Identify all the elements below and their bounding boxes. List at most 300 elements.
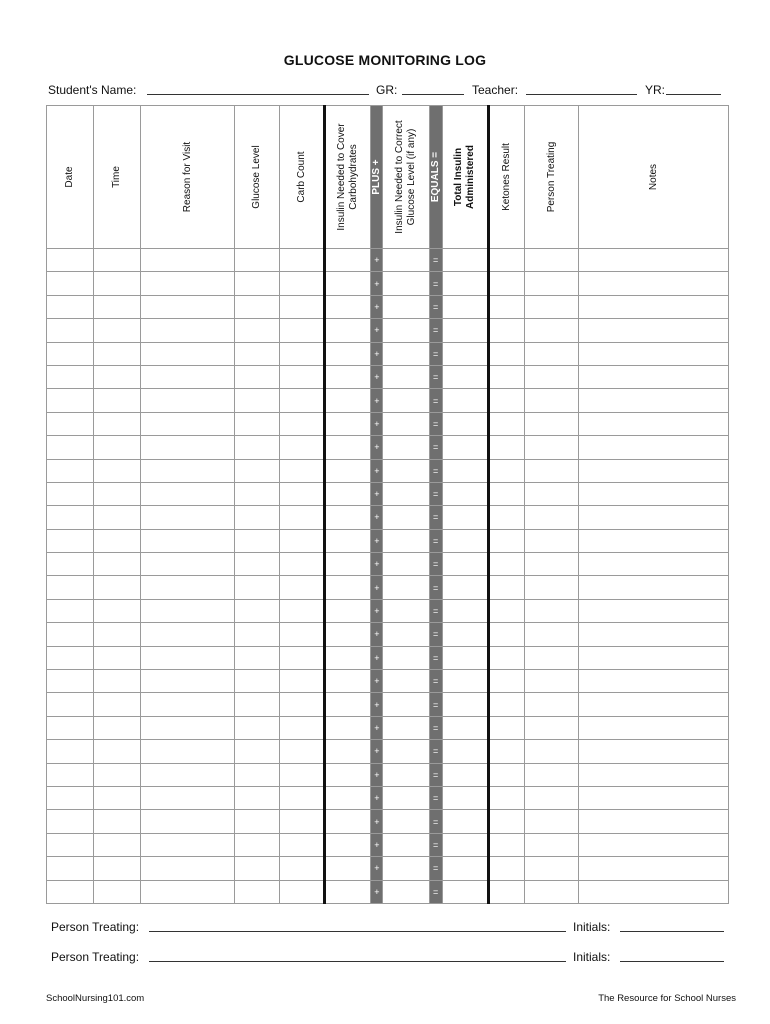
cell-carb-count[interactable]	[280, 272, 325, 295]
cell-insulin-correct[interactable]	[383, 319, 429, 342]
cell-insulin-correct[interactable]	[383, 482, 429, 505]
cell-carb-count[interactable]	[280, 482, 325, 505]
cell-insulin-correct[interactable]	[383, 506, 429, 529]
cell-ketones-result[interactable]	[488, 459, 524, 482]
cell-carb-count[interactable]	[280, 295, 325, 318]
cell-insulin-carbs[interactable]	[325, 576, 371, 599]
cell-total-insulin[interactable]	[442, 482, 488, 505]
cell-notes[interactable]	[579, 833, 729, 856]
cell-carb-count[interactable]	[280, 319, 325, 342]
cell-time[interactable]	[94, 576, 141, 599]
cell-carb-count[interactable]	[280, 599, 325, 622]
cell-total-insulin[interactable]	[442, 810, 488, 833]
cell-person-treating[interactable]	[525, 576, 579, 599]
cell-reason-for-visit[interactable]	[141, 763, 234, 786]
cell-reason-for-visit[interactable]	[141, 833, 234, 856]
cell-notes[interactable]	[579, 272, 729, 295]
cell-time[interactable]	[94, 459, 141, 482]
cell-ketones-result[interactable]	[488, 319, 524, 342]
cell-person-treating[interactable]	[525, 272, 579, 295]
cell-time[interactable]	[94, 880, 141, 903]
cell-insulin-correct[interactable]	[383, 599, 429, 622]
cell-ketones-result[interactable]	[488, 506, 524, 529]
cell-total-insulin[interactable]	[442, 412, 488, 435]
cell-carb-count[interactable]	[280, 365, 325, 388]
cell-reason-for-visit[interactable]	[141, 553, 234, 576]
cell-glucose-level[interactable]	[234, 436, 279, 459]
cell-date[interactable]	[47, 459, 94, 482]
cell-date[interactable]	[47, 249, 94, 272]
cell-notes[interactable]	[579, 763, 729, 786]
cell-insulin-carbs[interactable]	[325, 599, 371, 622]
cell-glucose-level[interactable]	[234, 506, 279, 529]
cell-person-treating[interactable]	[525, 342, 579, 365]
cell-time[interactable]	[94, 506, 141, 529]
cell-glucose-level[interactable]	[234, 833, 279, 856]
cell-time[interactable]	[94, 319, 141, 342]
cell-total-insulin[interactable]	[442, 389, 488, 412]
cell-notes[interactable]	[579, 810, 729, 833]
cell-carb-count[interactable]	[280, 436, 325, 459]
cell-person-treating[interactable]	[525, 670, 579, 693]
cell-glucose-level[interactable]	[234, 249, 279, 272]
cell-insulin-carbs[interactable]	[325, 365, 371, 388]
cell-ketones-result[interactable]	[488, 716, 524, 739]
cell-insulin-correct[interactable]	[383, 553, 429, 576]
student-name-field[interactable]	[147, 83, 369, 95]
cell-person-treating[interactable]	[525, 833, 579, 856]
cell-ketones-result[interactable]	[488, 763, 524, 786]
cell-glucose-level[interactable]	[234, 763, 279, 786]
cell-date[interactable]	[47, 436, 94, 459]
cell-carb-count[interactable]	[280, 249, 325, 272]
cell-person-treating[interactable]	[525, 529, 579, 552]
cell-person-treating[interactable]	[525, 553, 579, 576]
cell-insulin-correct[interactable]	[383, 459, 429, 482]
cell-person-treating[interactable]	[525, 249, 579, 272]
cell-ketones-result[interactable]	[488, 786, 524, 809]
cell-carb-count[interactable]	[280, 623, 325, 646]
cell-glucose-level[interactable]	[234, 670, 279, 693]
cell-insulin-correct[interactable]	[383, 880, 429, 903]
cell-notes[interactable]	[579, 506, 729, 529]
cell-time[interactable]	[94, 763, 141, 786]
cell-total-insulin[interactable]	[442, 436, 488, 459]
cell-notes[interactable]	[579, 857, 729, 880]
cell-total-insulin[interactable]	[442, 553, 488, 576]
cell-insulin-correct[interactable]	[383, 740, 429, 763]
cell-total-insulin[interactable]	[442, 623, 488, 646]
cell-total-insulin[interactable]	[442, 880, 488, 903]
cell-glucose-level[interactable]	[234, 529, 279, 552]
cell-date[interactable]	[47, 810, 94, 833]
cell-notes[interactable]	[579, 693, 729, 716]
cell-glucose-level[interactable]	[234, 740, 279, 763]
cell-insulin-correct[interactable]	[383, 786, 429, 809]
cell-glucose-level[interactable]	[234, 716, 279, 739]
cell-reason-for-visit[interactable]	[141, 506, 234, 529]
cell-date[interactable]	[47, 389, 94, 412]
cell-reason-for-visit[interactable]	[141, 670, 234, 693]
cell-time[interactable]	[94, 529, 141, 552]
cell-person-treating[interactable]	[525, 599, 579, 622]
cell-insulin-carbs[interactable]	[325, 646, 371, 669]
cell-reason-for-visit[interactable]	[141, 365, 234, 388]
cell-total-insulin[interactable]	[442, 670, 488, 693]
cell-ketones-result[interactable]	[488, 833, 524, 856]
cell-insulin-carbs[interactable]	[325, 272, 371, 295]
cell-time[interactable]	[94, 553, 141, 576]
cell-glucose-level[interactable]	[234, 295, 279, 318]
cell-glucose-level[interactable]	[234, 482, 279, 505]
cell-notes[interactable]	[579, 459, 729, 482]
cell-reason-for-visit[interactable]	[141, 319, 234, 342]
cell-date[interactable]	[47, 576, 94, 599]
cell-time[interactable]	[94, 272, 141, 295]
cell-ketones-result[interactable]	[488, 342, 524, 365]
cell-notes[interactable]	[579, 623, 729, 646]
cell-insulin-correct[interactable]	[383, 670, 429, 693]
cell-insulin-correct[interactable]	[383, 576, 429, 599]
cell-notes[interactable]	[579, 365, 729, 388]
cell-reason-for-visit[interactable]	[141, 389, 234, 412]
cell-glucose-level[interactable]	[234, 319, 279, 342]
cell-insulin-carbs[interactable]	[325, 623, 371, 646]
cell-ketones-result[interactable]	[488, 576, 524, 599]
cell-total-insulin[interactable]	[442, 365, 488, 388]
cell-reason-for-visit[interactable]	[141, 295, 234, 318]
cell-person-treating[interactable]	[525, 716, 579, 739]
cell-notes[interactable]	[579, 599, 729, 622]
cell-notes[interactable]	[579, 529, 729, 552]
cell-insulin-carbs[interactable]	[325, 763, 371, 786]
cell-glucose-level[interactable]	[234, 365, 279, 388]
cell-notes[interactable]	[579, 646, 729, 669]
cell-carb-count[interactable]	[280, 716, 325, 739]
cell-total-insulin[interactable]	[442, 716, 488, 739]
cell-date[interactable]	[47, 740, 94, 763]
cell-total-insulin[interactable]	[442, 576, 488, 599]
cell-carb-count[interactable]	[280, 646, 325, 669]
cell-insulin-carbs[interactable]	[325, 716, 371, 739]
cell-time[interactable]	[94, 857, 141, 880]
cell-date[interactable]	[47, 529, 94, 552]
cell-ketones-result[interactable]	[488, 249, 524, 272]
cell-time[interactable]	[94, 249, 141, 272]
cell-person-treating[interactable]	[525, 459, 579, 482]
cell-glucose-level[interactable]	[234, 693, 279, 716]
cell-insulin-carbs[interactable]	[325, 529, 371, 552]
cell-insulin-correct[interactable]	[383, 436, 429, 459]
cell-total-insulin[interactable]	[442, 599, 488, 622]
cell-insulin-correct[interactable]	[383, 529, 429, 552]
cell-notes[interactable]	[579, 576, 729, 599]
cell-total-insulin[interactable]	[442, 342, 488, 365]
cell-insulin-carbs[interactable]	[325, 295, 371, 318]
cell-reason-for-visit[interactable]	[141, 482, 234, 505]
cell-person-treating[interactable]	[525, 693, 579, 716]
cell-total-insulin[interactable]	[442, 506, 488, 529]
cell-date[interactable]	[47, 506, 94, 529]
cell-ketones-result[interactable]	[488, 553, 524, 576]
cell-reason-for-visit[interactable]	[141, 459, 234, 482]
cell-insulin-correct[interactable]	[383, 833, 429, 856]
cell-reason-for-visit[interactable]	[141, 646, 234, 669]
cell-date[interactable]	[47, 786, 94, 809]
cell-person-treating[interactable]	[525, 389, 579, 412]
cell-glucose-level[interactable]	[234, 272, 279, 295]
cell-insulin-carbs[interactable]	[325, 342, 371, 365]
cell-date[interactable]	[47, 342, 94, 365]
cell-insulin-carbs[interactable]	[325, 833, 371, 856]
cell-insulin-carbs[interactable]	[325, 880, 371, 903]
cell-insulin-correct[interactable]	[383, 272, 429, 295]
cell-time[interactable]	[94, 365, 141, 388]
cell-date[interactable]	[47, 623, 94, 646]
cell-reason-for-visit[interactable]	[141, 716, 234, 739]
cell-notes[interactable]	[579, 295, 729, 318]
cell-glucose-level[interactable]	[234, 646, 279, 669]
cell-reason-for-visit[interactable]	[141, 342, 234, 365]
cell-time[interactable]	[94, 786, 141, 809]
cell-carb-count[interactable]	[280, 506, 325, 529]
cell-reason-for-visit[interactable]	[141, 436, 234, 459]
cell-date[interactable]	[47, 857, 94, 880]
cell-glucose-level[interactable]	[234, 880, 279, 903]
cell-total-insulin[interactable]	[442, 529, 488, 552]
cell-insulin-correct[interactable]	[383, 646, 429, 669]
cell-reason-for-visit[interactable]	[141, 786, 234, 809]
cell-insulin-carbs[interactable]	[325, 506, 371, 529]
cell-time[interactable]	[94, 342, 141, 365]
cell-time[interactable]	[94, 833, 141, 856]
person-treating-field[interactable]	[149, 950, 566, 962]
cell-carb-count[interactable]	[280, 857, 325, 880]
cell-insulin-correct[interactable]	[383, 810, 429, 833]
cell-time[interactable]	[94, 389, 141, 412]
cell-reason-for-visit[interactable]	[141, 857, 234, 880]
cell-date[interactable]	[47, 319, 94, 342]
cell-total-insulin[interactable]	[442, 693, 488, 716]
cell-person-treating[interactable]	[525, 506, 579, 529]
cell-date[interactable]	[47, 412, 94, 435]
cell-carb-count[interactable]	[280, 833, 325, 856]
cell-total-insulin[interactable]	[442, 763, 488, 786]
cell-person-treating[interactable]	[525, 436, 579, 459]
cell-person-treating[interactable]	[525, 412, 579, 435]
cell-date[interactable]	[47, 295, 94, 318]
cell-notes[interactable]	[579, 786, 729, 809]
cell-reason-for-visit[interactable]	[141, 693, 234, 716]
cell-insulin-carbs[interactable]	[325, 389, 371, 412]
cell-date[interactable]	[47, 365, 94, 388]
cell-time[interactable]	[94, 623, 141, 646]
cell-glucose-level[interactable]	[234, 342, 279, 365]
grade-field[interactable]	[402, 83, 464, 95]
cell-notes[interactable]	[579, 249, 729, 272]
cell-person-treating[interactable]	[525, 623, 579, 646]
cell-time[interactable]	[94, 740, 141, 763]
cell-person-treating[interactable]	[525, 295, 579, 318]
cell-time[interactable]	[94, 436, 141, 459]
cell-notes[interactable]	[579, 389, 729, 412]
cell-date[interactable]	[47, 272, 94, 295]
cell-reason-for-visit[interactable]	[141, 272, 234, 295]
person-treating-field[interactable]	[149, 920, 566, 932]
cell-ketones-result[interactable]	[488, 740, 524, 763]
cell-date[interactable]	[47, 646, 94, 669]
cell-total-insulin[interactable]	[442, 295, 488, 318]
cell-ketones-result[interactable]	[488, 482, 524, 505]
cell-time[interactable]	[94, 599, 141, 622]
cell-time[interactable]	[94, 646, 141, 669]
cell-insulin-correct[interactable]	[383, 389, 429, 412]
cell-time[interactable]	[94, 412, 141, 435]
cell-person-treating[interactable]	[525, 763, 579, 786]
cell-time[interactable]	[94, 810, 141, 833]
cell-date[interactable]	[47, 833, 94, 856]
cell-carb-count[interactable]	[280, 693, 325, 716]
cell-insulin-correct[interactable]	[383, 763, 429, 786]
cell-date[interactable]	[47, 693, 94, 716]
cell-total-insulin[interactable]	[442, 833, 488, 856]
initials-field[interactable]	[620, 950, 724, 962]
cell-ketones-result[interactable]	[488, 670, 524, 693]
cell-reason-for-visit[interactable]	[141, 412, 234, 435]
cell-insulin-carbs[interactable]	[325, 319, 371, 342]
cell-date[interactable]	[47, 716, 94, 739]
cell-ketones-result[interactable]	[488, 295, 524, 318]
cell-carb-count[interactable]	[280, 740, 325, 763]
cell-reason-for-visit[interactable]	[141, 249, 234, 272]
cell-carb-count[interactable]	[280, 880, 325, 903]
cell-reason-for-visit[interactable]	[141, 623, 234, 646]
cell-ketones-result[interactable]	[488, 810, 524, 833]
cell-person-treating[interactable]	[525, 880, 579, 903]
cell-insulin-carbs[interactable]	[325, 553, 371, 576]
cell-ketones-result[interactable]	[488, 412, 524, 435]
cell-notes[interactable]	[579, 670, 729, 693]
cell-insulin-carbs[interactable]	[325, 786, 371, 809]
cell-carb-count[interactable]	[280, 670, 325, 693]
teacher-field[interactable]	[526, 83, 637, 95]
cell-date[interactable]	[47, 880, 94, 903]
cell-insulin-carbs[interactable]	[325, 693, 371, 716]
cell-person-treating[interactable]	[525, 786, 579, 809]
cell-carb-count[interactable]	[280, 529, 325, 552]
cell-glucose-level[interactable]	[234, 576, 279, 599]
cell-glucose-level[interactable]	[234, 786, 279, 809]
cell-time[interactable]	[94, 670, 141, 693]
cell-reason-for-visit[interactable]	[141, 880, 234, 903]
cell-date[interactable]	[47, 482, 94, 505]
cell-reason-for-visit[interactable]	[141, 576, 234, 599]
cell-person-treating[interactable]	[525, 646, 579, 669]
cell-insulin-correct[interactable]	[383, 693, 429, 716]
cell-insulin-correct[interactable]	[383, 249, 429, 272]
cell-ketones-result[interactable]	[488, 880, 524, 903]
cell-notes[interactable]	[579, 412, 729, 435]
cell-notes[interactable]	[579, 482, 729, 505]
cell-reason-for-visit[interactable]	[141, 599, 234, 622]
cell-insulin-correct[interactable]	[383, 412, 429, 435]
cell-insulin-correct[interactable]	[383, 857, 429, 880]
cell-glucose-level[interactable]	[234, 857, 279, 880]
cell-notes[interactable]	[579, 342, 729, 365]
cell-insulin-carbs[interactable]	[325, 857, 371, 880]
cell-ketones-result[interactable]	[488, 365, 524, 388]
cell-time[interactable]	[94, 693, 141, 716]
cell-glucose-level[interactable]	[234, 553, 279, 576]
cell-ketones-result[interactable]	[488, 857, 524, 880]
cell-ketones-result[interactable]	[488, 623, 524, 646]
cell-ketones-result[interactable]	[488, 693, 524, 716]
cell-glucose-level[interactable]	[234, 599, 279, 622]
cell-person-treating[interactable]	[525, 740, 579, 763]
cell-total-insulin[interactable]	[442, 272, 488, 295]
cell-time[interactable]	[94, 482, 141, 505]
cell-insulin-correct[interactable]	[383, 295, 429, 318]
cell-date[interactable]	[47, 763, 94, 786]
cell-date[interactable]	[47, 670, 94, 693]
cell-insulin-carbs[interactable]	[325, 482, 371, 505]
cell-glucose-level[interactable]	[234, 459, 279, 482]
cell-carb-count[interactable]	[280, 786, 325, 809]
cell-carb-count[interactable]	[280, 412, 325, 435]
cell-total-insulin[interactable]	[442, 319, 488, 342]
cell-carb-count[interactable]	[280, 763, 325, 786]
cell-notes[interactable]	[579, 436, 729, 459]
cell-person-treating[interactable]	[525, 365, 579, 388]
cell-reason-for-visit[interactable]	[141, 810, 234, 833]
cell-person-treating[interactable]	[525, 319, 579, 342]
cell-total-insulin[interactable]	[442, 249, 488, 272]
cell-notes[interactable]	[579, 716, 729, 739]
cell-date[interactable]	[47, 553, 94, 576]
cell-ketones-result[interactable]	[488, 436, 524, 459]
cell-glucose-level[interactable]	[234, 412, 279, 435]
cell-time[interactable]	[94, 295, 141, 318]
cell-total-insulin[interactable]	[442, 459, 488, 482]
cell-insulin-correct[interactable]	[383, 342, 429, 365]
cell-ketones-result[interactable]	[488, 646, 524, 669]
cell-reason-for-visit[interactable]	[141, 740, 234, 763]
cell-person-treating[interactable]	[525, 810, 579, 833]
cell-total-insulin[interactable]	[442, 740, 488, 763]
cell-reason-for-visit[interactable]	[141, 529, 234, 552]
cell-carb-count[interactable]	[280, 553, 325, 576]
cell-carb-count[interactable]	[280, 459, 325, 482]
cell-insulin-correct[interactable]	[383, 623, 429, 646]
cell-carb-count[interactable]	[280, 389, 325, 412]
cell-time[interactable]	[94, 716, 141, 739]
cell-person-treating[interactable]	[525, 857, 579, 880]
cell-glucose-level[interactable]	[234, 810, 279, 833]
cell-insulin-carbs[interactable]	[325, 412, 371, 435]
cell-insulin-carbs[interactable]	[325, 436, 371, 459]
cell-carb-count[interactable]	[280, 810, 325, 833]
cell-person-treating[interactable]	[525, 482, 579, 505]
cell-ketones-result[interactable]	[488, 599, 524, 622]
cell-ketones-result[interactable]	[488, 529, 524, 552]
cell-carb-count[interactable]	[280, 342, 325, 365]
cell-notes[interactable]	[579, 319, 729, 342]
cell-glucose-level[interactable]	[234, 389, 279, 412]
cell-insulin-carbs[interactable]	[325, 810, 371, 833]
cell-insulin-carbs[interactable]	[325, 249, 371, 272]
cell-total-insulin[interactable]	[442, 786, 488, 809]
cell-insulin-carbs[interactable]	[325, 459, 371, 482]
